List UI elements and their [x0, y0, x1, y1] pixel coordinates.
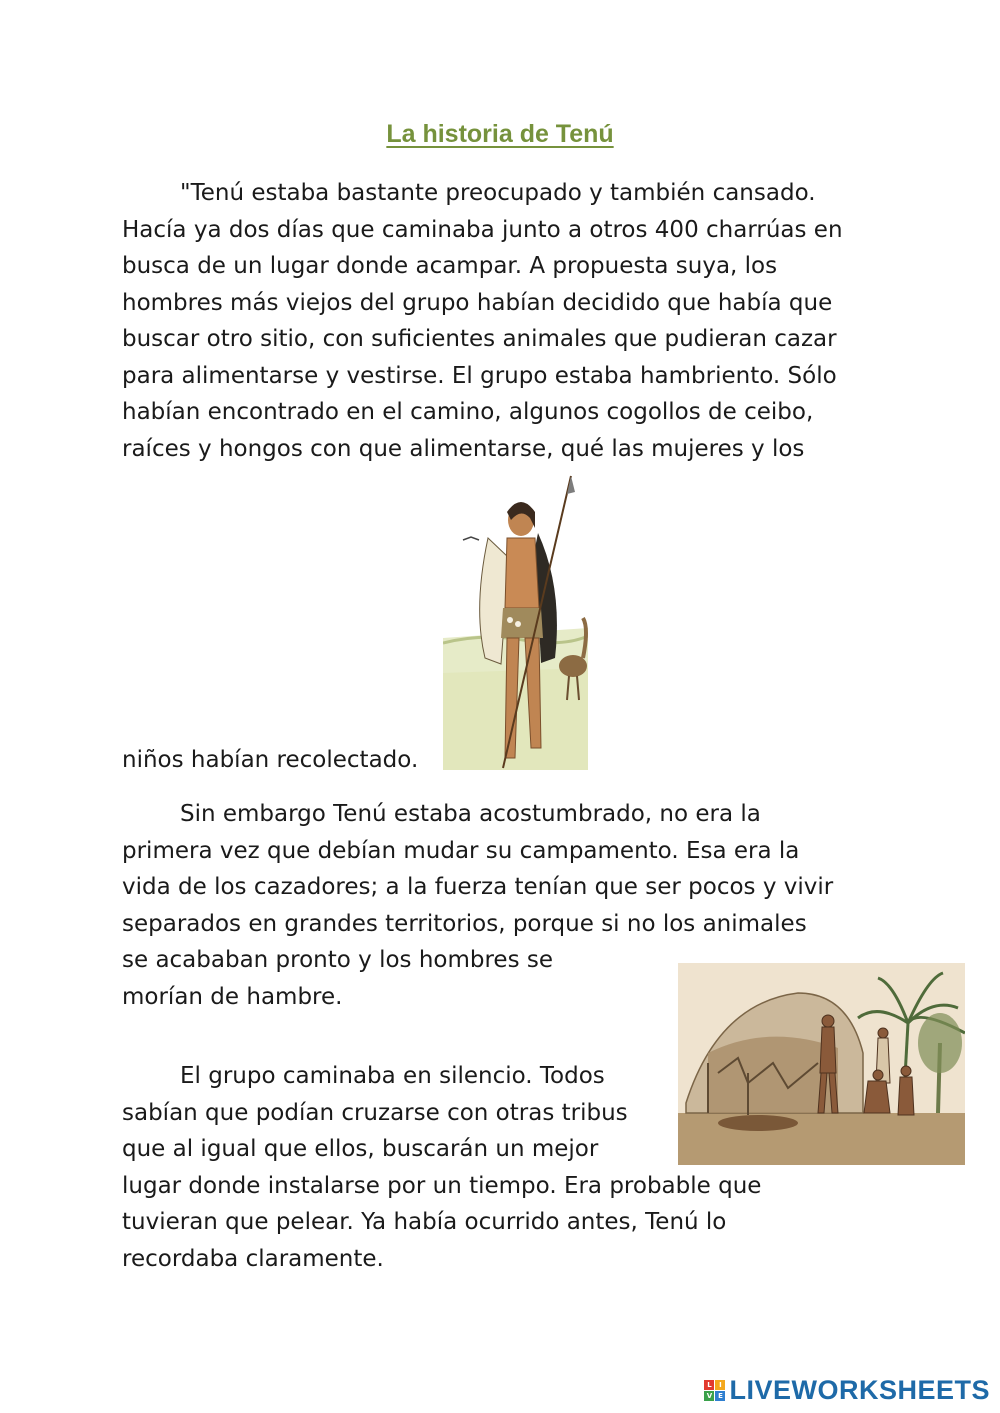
- text-line: lugar donde instalarse por un tiempo. Era probable que: [122, 1172, 762, 1199]
- text-line: habían encontrado en el camino, algunos cogollos de ceibo,: [122, 399, 814, 425]
- page-title: La historia de Tenú: [386, 120, 614, 148]
- text-line: morían de hambre.: [122, 983, 343, 1010]
- charrua-warrior-illustration: [443, 468, 588, 770]
- text-line: sabían que podían cruzarse con otras tribus: [122, 1099, 628, 1126]
- text-line: tuvieran que pelear. Ya había ocurrido antes, Tenú lo: [122, 1209, 727, 1235]
- text-line: para alimentarse y vestirse. El grupo estaba hambriento. Sólo: [122, 362, 837, 389]
- text-line: que al igual que ellos, buscarán un mejor: [122, 1136, 599, 1162]
- logo-block: L: [704, 1380, 714, 1390]
- text-line: busca de un lugar donde acampar. A propuesta suya, los: [122, 253, 778, 279]
- text-line: El grupo caminaba en silencio. Todos: [180, 1063, 605, 1089]
- text-line: buscar otro sitio, con suficientes animales que pudieran cazar: [122, 326, 837, 352]
- text-line: separados en grandes territorios, porque si no los animales: [122, 910, 807, 937]
- paragraph-1: [122, 175, 843, 467]
- logo-block: E: [715, 1391, 725, 1401]
- logo-blocks-icon: [704, 1380, 725, 1401]
- liveworksheets-logo[interactable]: [704, 1375, 990, 1405]
- text-line: "Tenú estaba bastante preocupado y también cansado.: [180, 180, 816, 206]
- paragraph-1-tail: niños habían recolectado.: [122, 747, 419, 773]
- text-line: vida de los cazadores; a la fuerza tenían que ser pocos y vivir: [122, 874, 834, 900]
- text-line: raíces y hongos con que alimentarse, qué las mujeres y los: [122, 435, 805, 462]
- text-line: Hacía ya dos días que caminaba junto a otros 400 charrúas en: [122, 216, 843, 243]
- paragraph-3: [122, 1058, 761, 1277]
- text-line: hombres más viejos del grupo habían decidido que había que: [122, 289, 833, 316]
- text-line: se acababan pronto y los hombres se: [122, 947, 554, 973]
- logo-block: V: [704, 1391, 714, 1401]
- text-line: primera vez que debían mudar su campamento. Esa era la: [122, 837, 800, 864]
- text-line: Sin embargo Tenú estaba acostumbrado, no era la: [180, 801, 761, 827]
- logo-text: LIVEWORKSHEETS: [729, 1374, 990, 1405]
- text-line: recordaba claramente.: [122, 1245, 384, 1272]
- logo-block: I: [715, 1380, 725, 1390]
